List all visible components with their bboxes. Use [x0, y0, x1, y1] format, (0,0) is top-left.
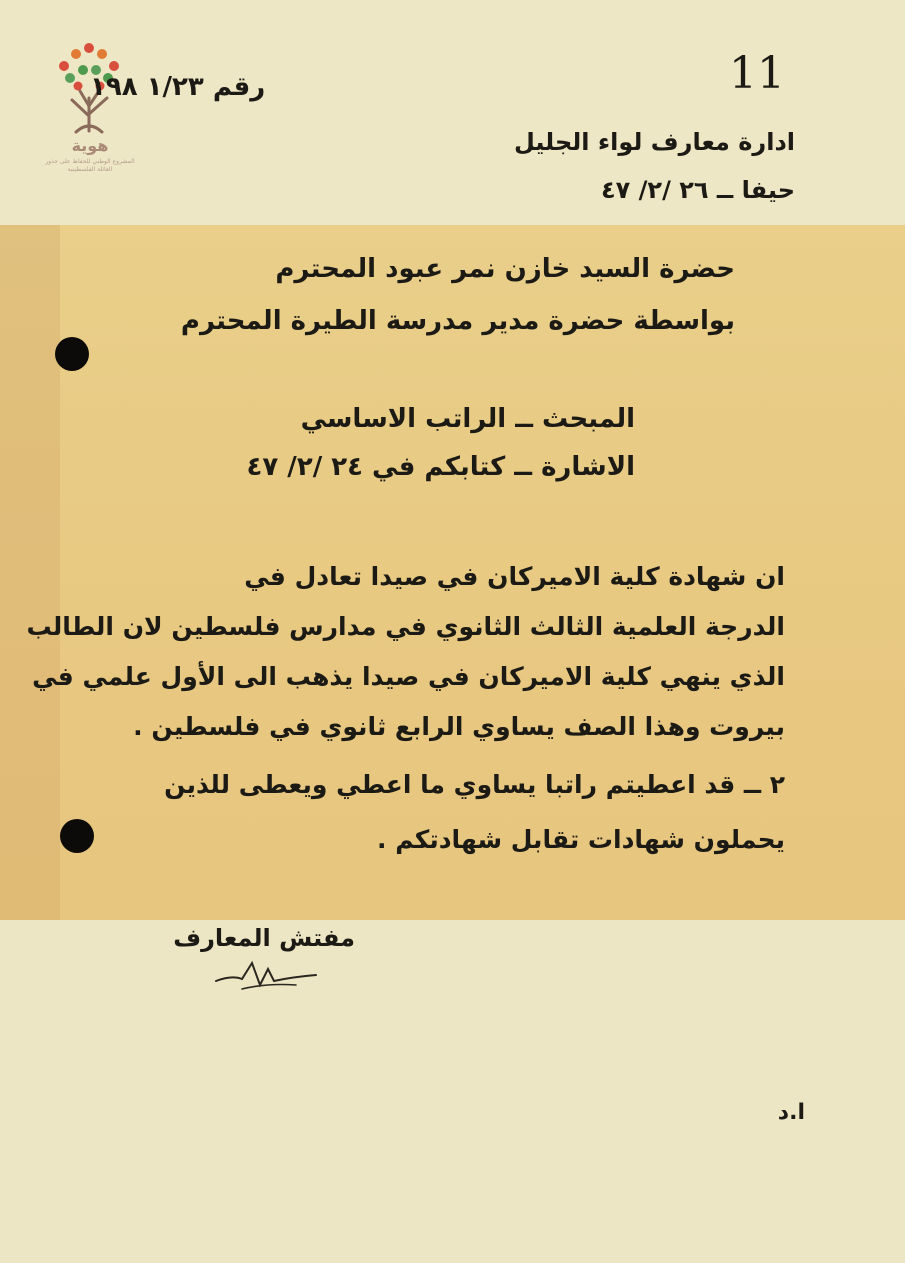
reference-number: رقم ١/٢٣ ١٩٨: [90, 72, 266, 102]
city-and-date: حيفا ــ ٢٦ /٢/ ٤٧: [601, 176, 795, 204]
organization-name: ادارة معارف لواء الجليل: [513, 128, 795, 156]
addressee-line: حضرة السيد خازن نمر عبود المحترم: [275, 254, 735, 284]
signatory-title: مفتش المعارف: [173, 924, 355, 952]
paper-edge-shade: [0, 225, 60, 920]
page-number-mark: 11: [729, 48, 785, 99]
reference-line: الاشارة ــ كتابكم في ٢٤ /٢/ ٤٧: [246, 452, 635, 482]
punch-hole-upper: [55, 337, 89, 371]
punch-hole-lower: [60, 819, 94, 853]
body-line: الدرجة العلمية الثالث الثانوي في مدارس فلسطين لان الطالب: [26, 612, 785, 641]
paper-bottom-area: [0, 920, 905, 1263]
body-line: ان شهادة كلية الاميركان في صيدا تعادل في: [244, 562, 785, 591]
body-line: الذي ينهي كلية الاميركان في صيدا يذهب الى الأول علمي في: [32, 662, 785, 691]
body-line: ٢ ــ قد اعطيتم راتبا يساوي ما اعطي ويعطى للذين: [164, 770, 785, 799]
logo-subcaption: المشروع الوطني للحفاظ على جذور العائلة الفلسطينية: [45, 158, 135, 173]
via-line: بواسطة حضرة مدير مدرسة الطيرة المحترم: [180, 306, 735, 336]
footer-initials: ا.د: [777, 1100, 805, 1125]
handwritten-signature: [212, 955, 322, 995]
body-line: يحملون شهادات تقابل شهادتكم .: [377, 825, 785, 854]
logo-caption: هوية: [71, 136, 109, 155]
body-line: بيروت وهذا الصف يساوي الرابع ثانوي في فلسطين .: [133, 712, 785, 741]
subject-line: المبحث ــ الراتب الاساسي: [300, 404, 635, 434]
